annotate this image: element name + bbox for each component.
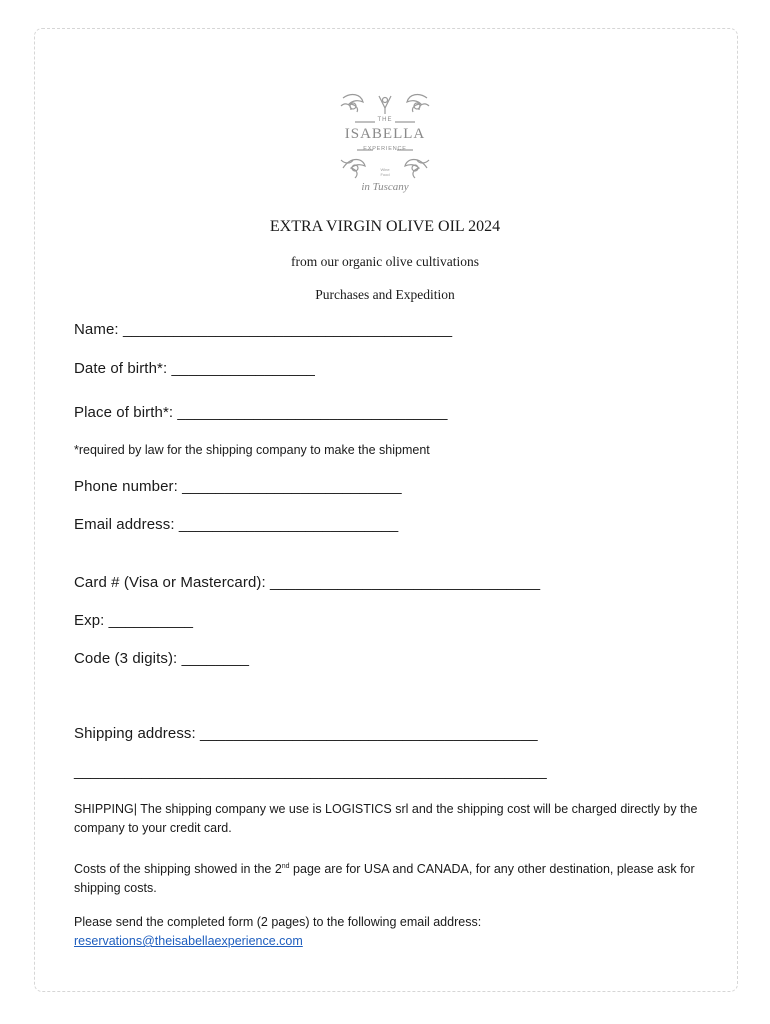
card-exp-field[interactable]: Exp: __________ <box>74 612 194 629</box>
date-of-birth-field[interactable]: Date of birth*: _________________ <box>74 360 315 377</box>
shipping-address-field[interactable]: Shipping address: ________________________________________ <box>74 725 538 742</box>
logo-small-text <box>333 167 437 177</box>
logo-the: THE <box>377 117 393 123</box>
costs-note-sup: nd <box>281 862 290 870</box>
shipping-note: SHIPPING| The shipping company we use is LOGISTICS srl and the shipping cost will be charged directly by the company to your credit card. <box>74 802 698 835</box>
costs-note <box>74 860 714 898</box>
logo-small-line1: Wine <box>380 167 390 172</box>
logo-tagline: in Tuscany <box>361 181 409 193</box>
document-subtitle: from our organic olive cultivations <box>291 254 479 269</box>
send-form-note <box>74 913 714 951</box>
name-field[interactable]: Name: _______________________________________ <box>74 321 453 338</box>
document-subtitle-2: Purchases and Expedition <box>315 287 455 302</box>
shipping-address-line2-field[interactable]: ________________________________________________________ <box>74 763 547 780</box>
reservations-email-link[interactable]: reservations@theisabellaexperience.com <box>74 934 303 948</box>
send-form-text: Please send the completed form (2 pages) to the following email address: <box>74 915 482 929</box>
document-title: EXTRA VIRGIN OLIVE OIL 2024 <box>269 218 501 235</box>
phone-number-field[interactable]: Phone number: __________________________ <box>74 478 402 495</box>
costs-note-after: page are for USA and CANADA, for any other destination, please ask for shipping costs. <box>74 862 695 895</box>
logo-experience: EXPERIENCE <box>363 146 407 152</box>
logo-small-line2: Food <box>380 172 390 177</box>
required-note: *required by law for the shipping company to make the shipment <box>74 443 430 457</box>
card-number-field[interactable]: Card # (Visa or Mastercard): ________________________________ <box>74 574 541 591</box>
place-of-birth-field[interactable]: Place of birth*: ________________________________ <box>74 404 448 421</box>
isabella-logo <box>333 90 437 198</box>
card-code-field[interactable]: Code (3 digits): ________ <box>74 650 250 667</box>
logo-name: ISABELLA <box>344 126 426 142</box>
email-address-field[interactable]: Email address: __________________________ <box>74 516 399 533</box>
costs-note-before: Costs of the shipping showed in the 2 <box>74 862 282 876</box>
